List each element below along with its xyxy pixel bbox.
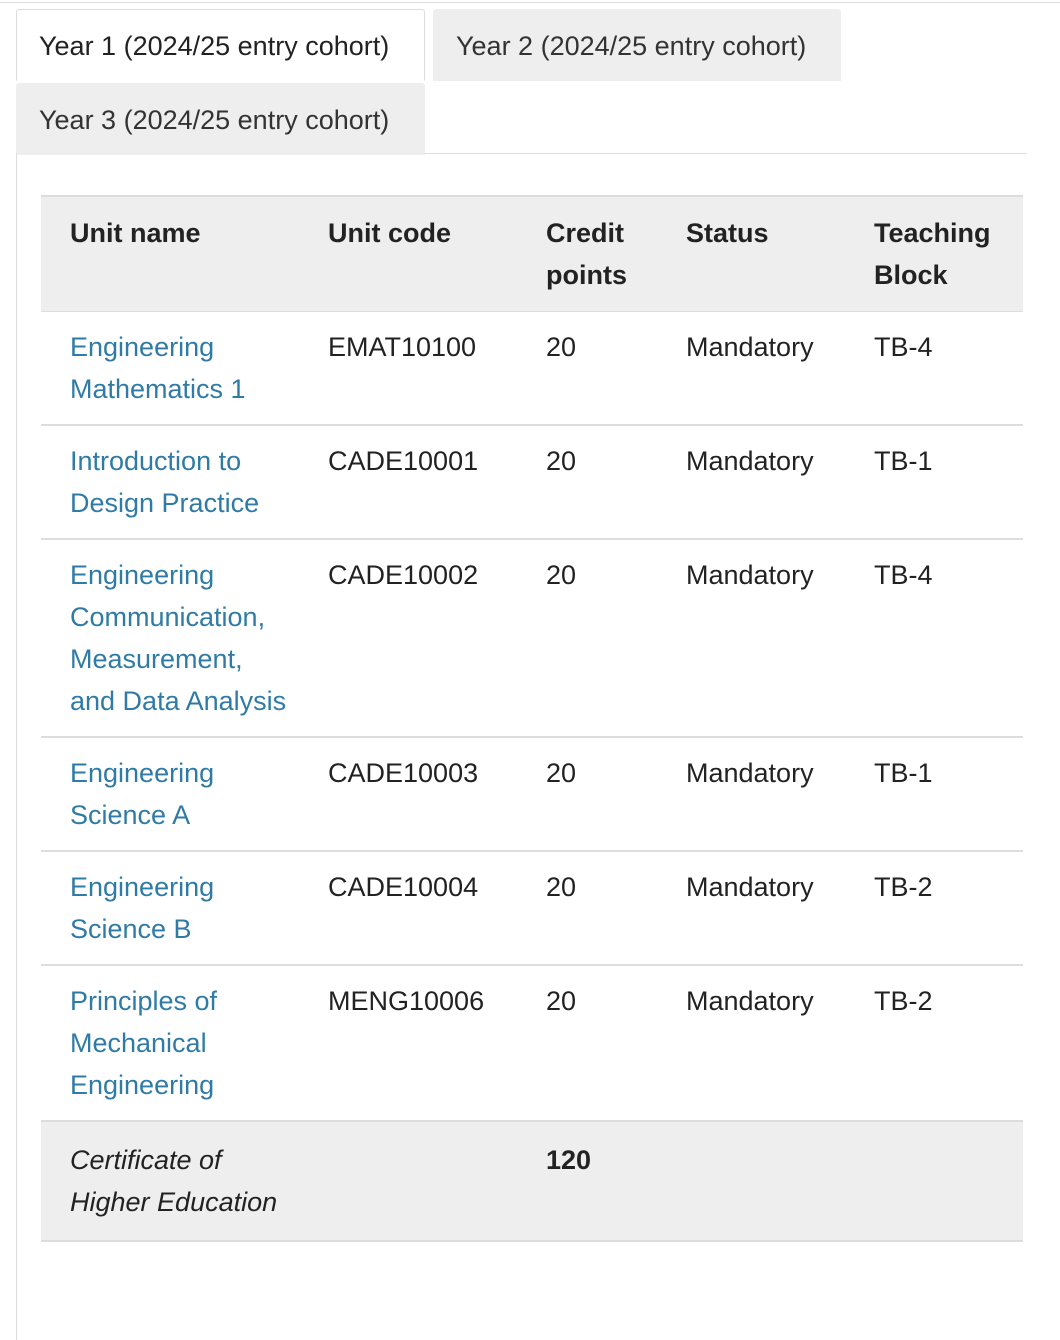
credit-points-cell: 20	[517, 737, 657, 851]
summary-empty-cell	[299, 1121, 517, 1241]
unit-link[interactable]: Introduction to Design Practice	[70, 446, 260, 518]
tab-year-1[interactable]: Year 1 (2024/25 entry cohort)	[16, 9, 425, 81]
award-name: Certificate of Higher Education	[41, 1121, 299, 1241]
header-unit-name: Unit name	[41, 196, 299, 312]
tab-year-3[interactable]: Year 3 (2024/25 entry cohort)	[16, 83, 425, 155]
table-row	[41, 539, 1023, 737]
unit-name-cell	[41, 851, 299, 965]
table-row	[41, 312, 1023, 426]
teaching-block-cell: TB-2	[845, 965, 1023, 1121]
unit-code-cell: CADE10002	[299, 539, 517, 737]
status-cell: Mandatory	[657, 737, 845, 851]
status-cell: Mandatory	[657, 965, 845, 1121]
unit-code-cell: CADE10001	[299, 425, 517, 539]
header-teaching-block: Teaching Block	[845, 196, 1023, 312]
header-unit-code: Unit code	[299, 196, 517, 312]
unit-name-cell	[41, 539, 299, 737]
unit-link[interactable]: Engineering Science A	[70, 758, 215, 830]
credit-points-cell: 20	[517, 851, 657, 965]
unit-link[interactable]: Principles of Mechanical Engineering	[70, 986, 218, 1100]
teaching-block-cell: TB-1	[845, 737, 1023, 851]
summary-row	[41, 1121, 1023, 1241]
table-row	[41, 425, 1023, 539]
status-cell: Mandatory	[657, 539, 845, 737]
credit-points-cell: 20	[517, 312, 657, 426]
tab-panel-border	[16, 153, 17, 1340]
table-row	[41, 965, 1023, 1121]
unit-code-cell: EMAT10100	[299, 312, 517, 426]
teaching-block-cell: TB-2	[845, 851, 1023, 965]
unit-link[interactable]: Engineering Communication, Measurement, and Data Analysis	[70, 560, 287, 716]
unit-link[interactable]: Engineering Science B	[70, 872, 215, 944]
teaching-block-cell: TB-4	[845, 539, 1023, 737]
header-credit-points: Credit points	[517, 196, 657, 312]
table-row	[41, 737, 1023, 851]
top-divider	[0, 2, 1060, 3]
unit-code-cell: CADE10004	[299, 851, 517, 965]
status-cell: Mandatory	[657, 851, 845, 965]
unit-name-cell	[41, 965, 299, 1121]
header-status: Status	[657, 196, 845, 312]
teaching-block-cell: TB-4	[845, 312, 1023, 426]
status-cell: Mandatory	[657, 312, 845, 426]
status-cell: Mandatory	[657, 425, 845, 539]
unit-name-cell	[41, 425, 299, 539]
teaching-block-cell: TB-1	[845, 425, 1023, 539]
units-table	[41, 195, 1023, 1242]
tabs-divider	[425, 153, 1027, 154]
tab-year-2[interactable]: Year 2 (2024/25 entry cohort)	[433, 9, 841, 81]
unit-name-cell	[41, 737, 299, 851]
credit-points-cell: 20	[517, 425, 657, 539]
total-credits: 120	[517, 1121, 657, 1241]
unit-code-cell: CADE10003	[299, 737, 517, 851]
summary-empty-cell	[657, 1121, 845, 1241]
unit-name-cell	[41, 312, 299, 426]
unit-code-cell: MENG10006	[299, 965, 517, 1121]
table-row	[41, 851, 1023, 965]
table-header-row	[41, 196, 1023, 312]
credit-points-cell: 20	[517, 539, 657, 737]
unit-link[interactable]: Engineering Mathematics 1	[70, 332, 246, 404]
summary-empty-cell	[845, 1121, 1023, 1241]
credit-points-cell: 20	[517, 965, 657, 1121]
